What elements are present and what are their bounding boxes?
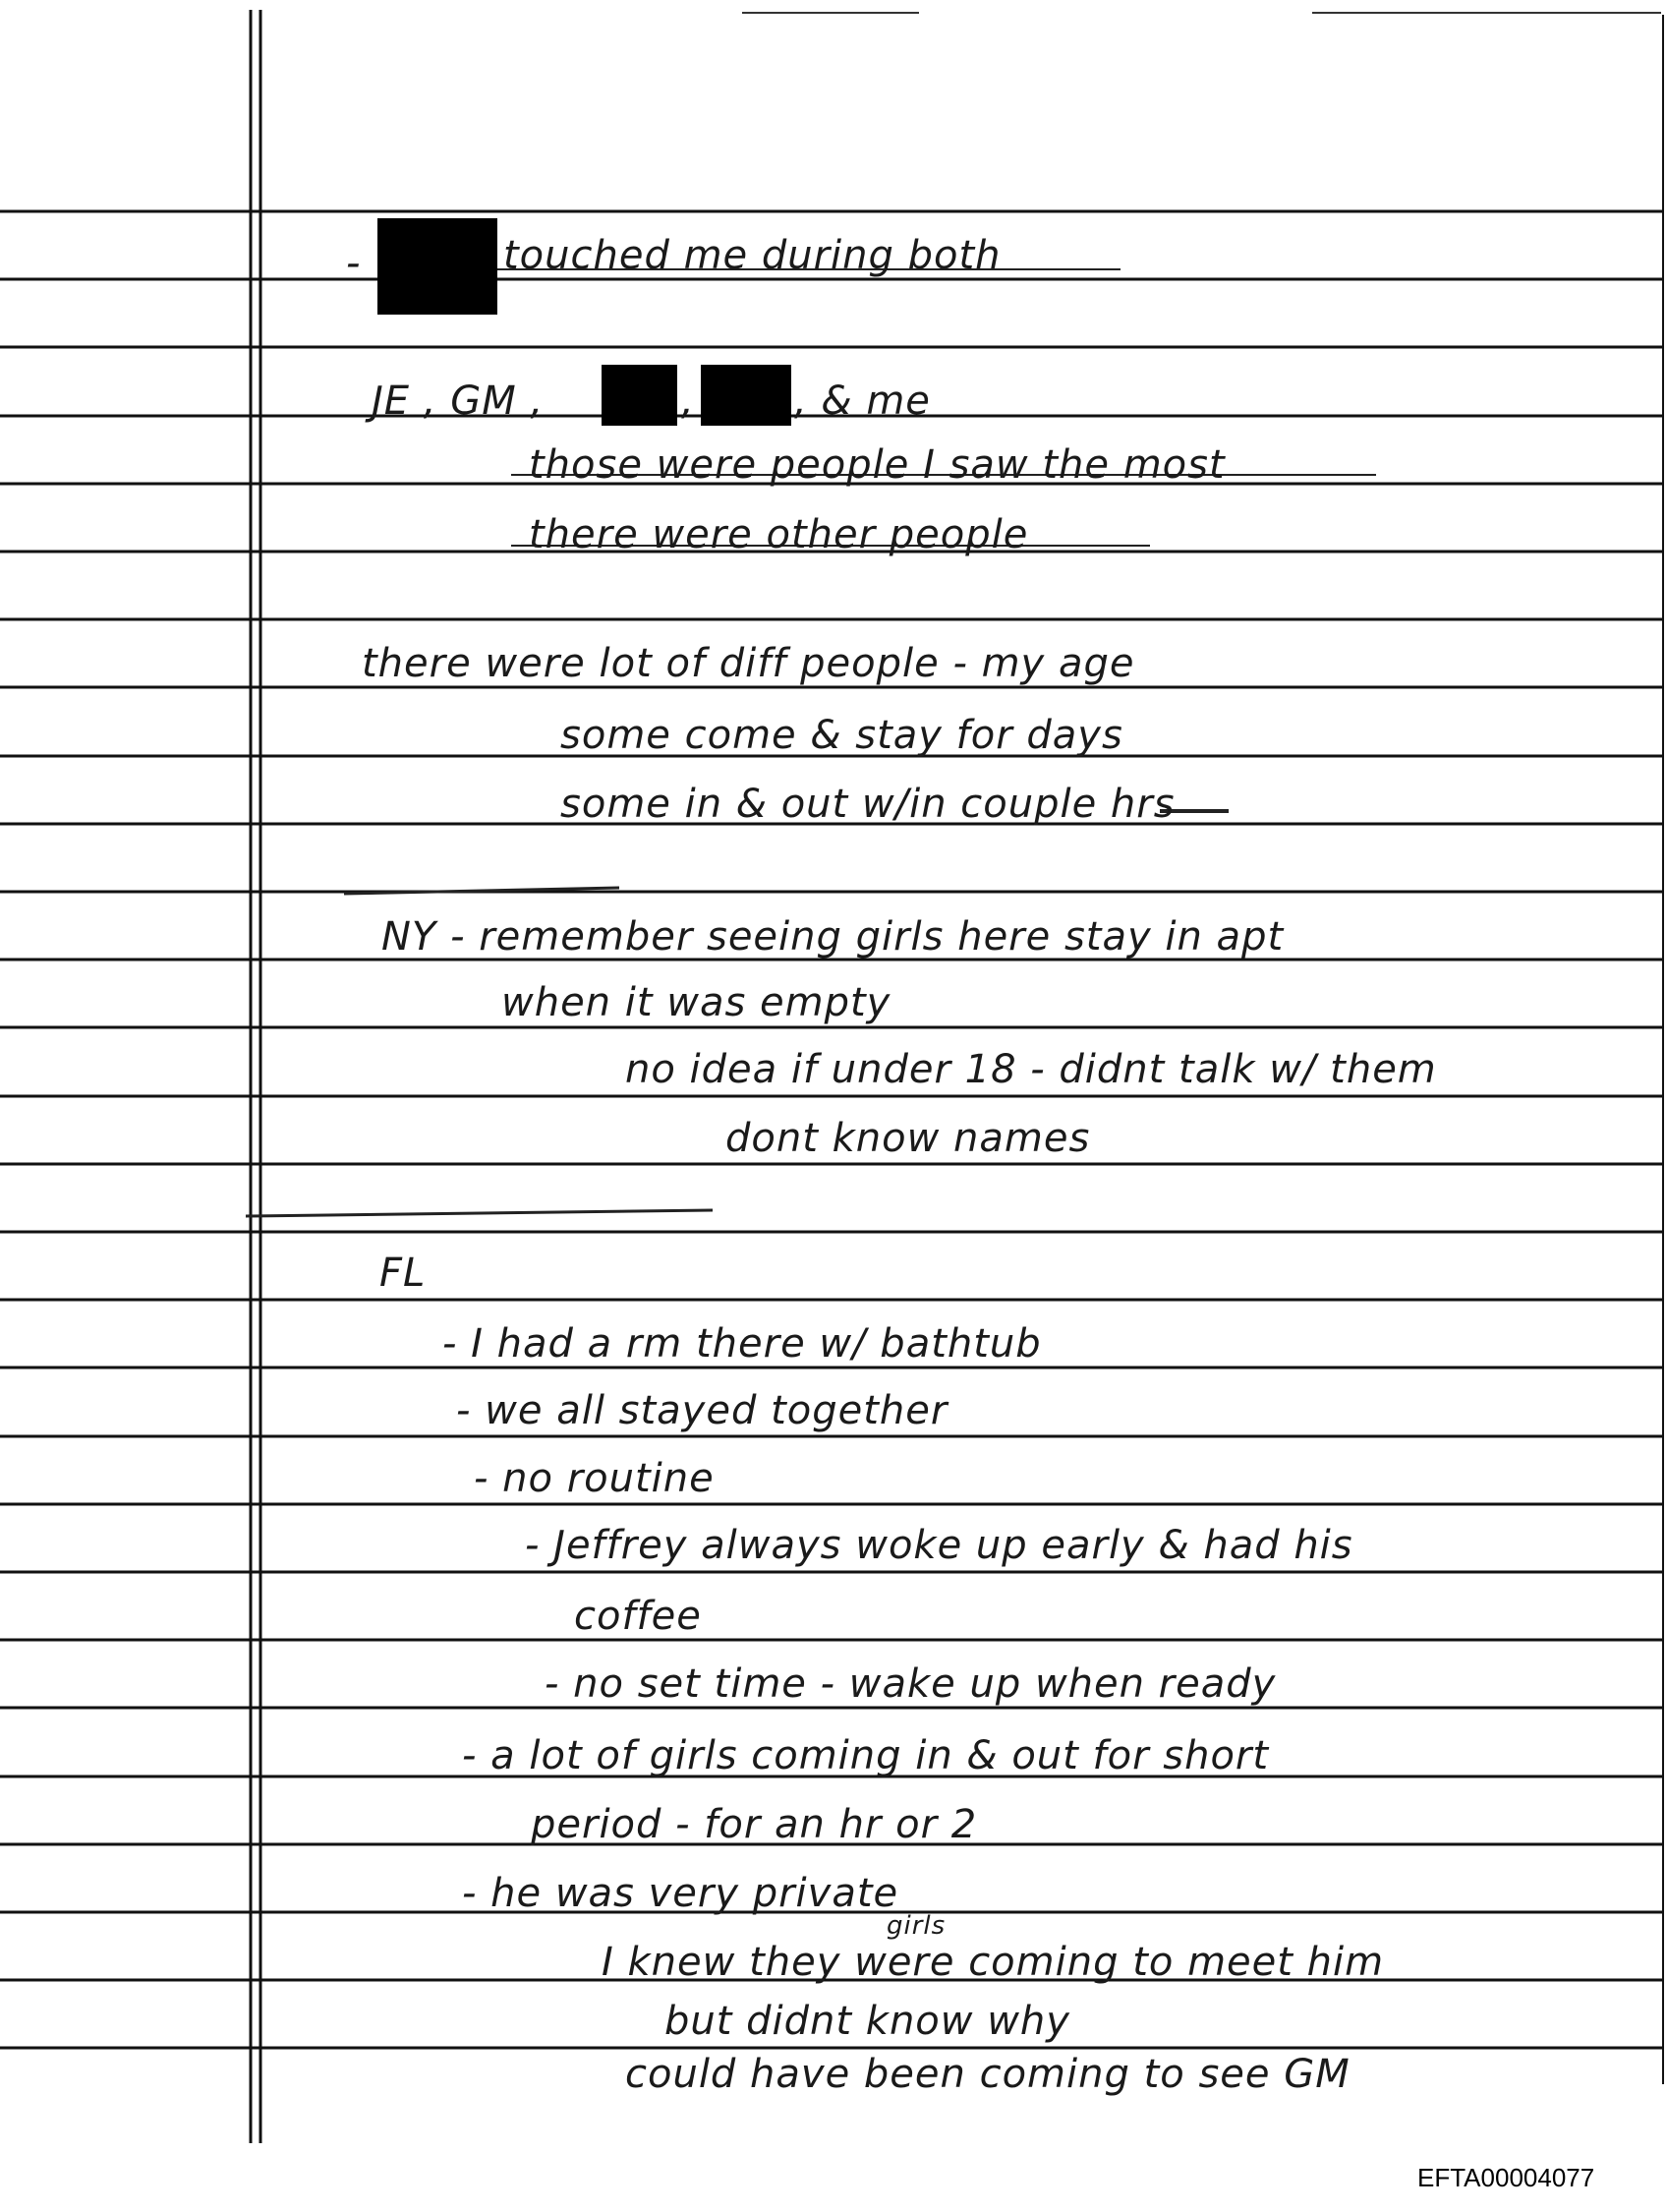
section-divider-2 (246, 1210, 713, 1216)
note-line: JE , GM , (372, 378, 545, 424)
note-line: - he was very private (462, 1871, 899, 1916)
note-line: - Jeffrey always woke up early & had his (525, 1523, 1353, 1568)
note-line: there were other people (529, 512, 1029, 557)
note-line: but didnt know why (664, 1999, 1070, 2044)
insertion-note: girls (887, 1911, 947, 1941)
note-line: some come & stay for days (560, 713, 1123, 758)
redaction-block (701, 365, 791, 426)
note-line: some in & out w/in couple hrs (560, 782, 1176, 827)
note-line: those were people I saw the most (529, 442, 1226, 488)
note-line: period - for an hr or 2 (531, 1802, 978, 1847)
note-line: could have been coming to see GM (625, 2052, 1351, 2097)
note-line: dont know names (725, 1116, 1091, 1161)
note-line: , & me (794, 378, 931, 424)
note-line: no idea if under 18 - didnt talk w/ them (625, 1047, 1437, 1092)
note-line: - a lot of girls coming in & out for short (462, 1733, 1270, 1778)
note-line: , (681, 378, 695, 424)
note-line: coffee (574, 1594, 702, 1639)
note-line: - we all stayed together (456, 1388, 948, 1433)
note-line: there were lot of diff people - my age (362, 641, 1135, 686)
note-line: - no set time - wake up when ready (545, 1661, 1277, 1707)
dash-mark: - (346, 241, 362, 286)
redaction-block (602, 365, 677, 426)
note-line: when it was empty (501, 980, 891, 1025)
note-line: touched me during both (503, 233, 1002, 278)
note-line: - I had a rm there w/ bathtub (442, 1321, 1042, 1367)
note-line: - no routine (474, 1456, 715, 1501)
note-line: NY - remember seeing girls here stay in apt (381, 914, 1285, 960)
redaction-block (377, 218, 497, 315)
document-id-stamp: EFTA00004077 (1417, 2163, 1595, 2192)
note-line: I knew they were coming to meet him (602, 1940, 1385, 1985)
note-line: FL (379, 1251, 427, 1296)
